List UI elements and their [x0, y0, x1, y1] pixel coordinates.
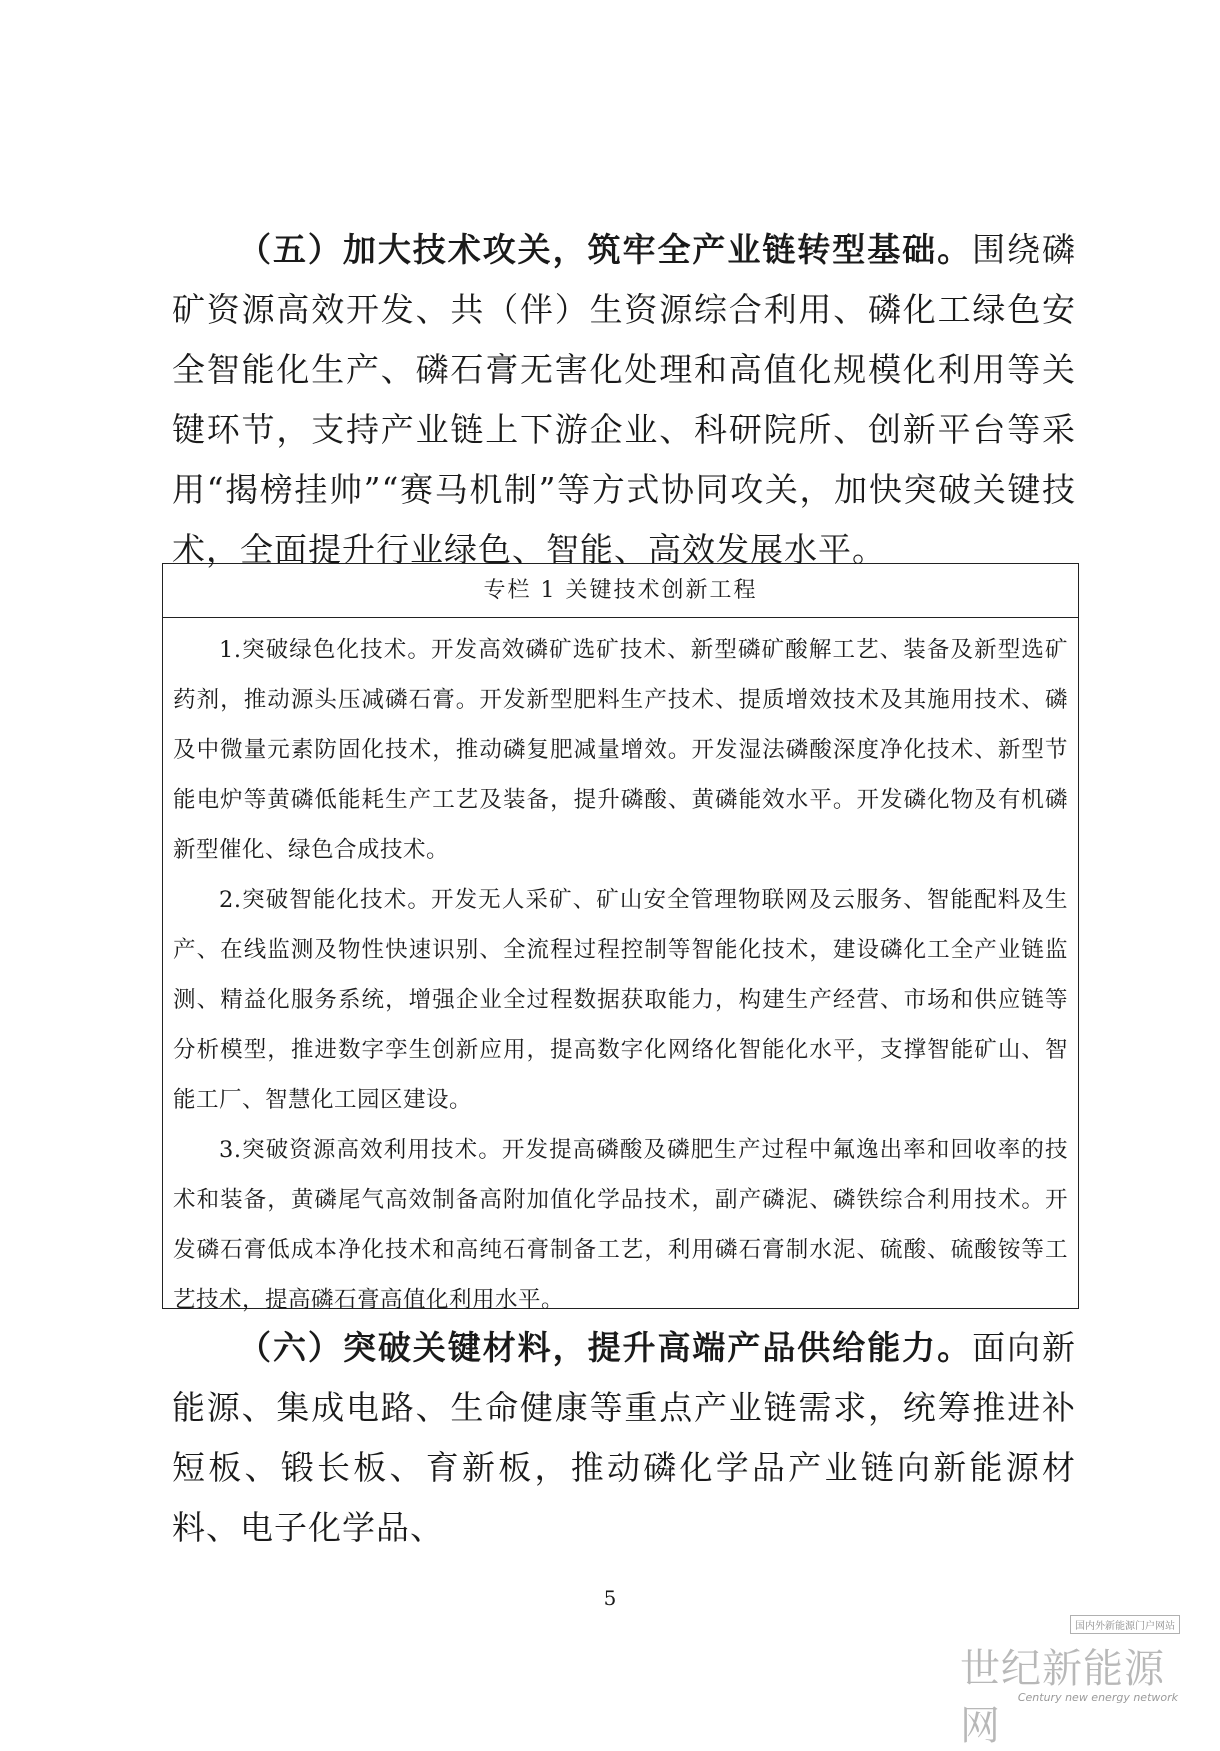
page-number: 5: [603, 1586, 617, 1610]
watermark-logo: [960, 1615, 1190, 1749]
watermark-english: Century new energy network: [1017, 1691, 1178, 1704]
section-5-body: 围绕磷矿资源高效开发、共（伴）生资源综合利用、磷化工绿色安全智能化生产、磷石膏无害化处理和高值化规模化利用等关键环节，支持产业链上下游企业、科研院所、创新平台等采用“揭榜挂帅”“赛马机制”等方式协同攻关，加快突破关键技术，全面提升行业绿色、智能、高效发展水平。: [172, 230, 1077, 569]
box-item-resource-tech: 3.突破资源高效利用技术。开发提高磷酸及磷肥生产过程中氟逸出率和回收率的技术和装备，黄磷尾气高效制备高附加值化学品技术，副产磷泥、磷铁综合利用技术。开发磷石膏低成本净化技术和高纯石膏制备工艺，利用磷石膏制水泥、硫酸、硫酸铵等工艺技术，提高磷石膏高值化利用水平。: [173, 1137, 1068, 1313]
feature-box-title: 专栏 1 关键技术创新工程: [163, 564, 1078, 618]
section-6-body: 面向新能源、集成电路、生命健康等重点产业链需求，统筹推进补短板、锻长板、育新板，推动磷化学品产业链向新能源材料、电子化学品、: [172, 1328, 1077, 1547]
box-item-smart-tech: 2.突破智能化技术。开发无人采矿、矿山安全管理物联网及云服务、智能配料及生产、在线监测及物性快速识别、全流程过程控制等智能化技术，建设磷化工全产业链监测、精益化服务系统，增强企业全过程数据获取能力，构建生产经营、市场和供应链等分析模型，推进数字孪生创新应用，提高数字化网络化智能化水平，支撑智能矿山、智能工厂、智慧化工园区建设。: [173, 887, 1068, 1113]
section-5-paragraph: [172, 220, 1076, 580]
section-5-heading: （五）加大技术攻关，筑牢全产业链转型基础。: [238, 230, 973, 269]
box-item-green-tech: 1.突破绿色化技术。开发高效磷矿选矿技术、新型磷矿酸解工艺、装备及新型选矿药剂，推动源头压减磷石膏。开发新型肥料生产技术、提质增效技术及其施用技术、磷及中微量元素防固化技术，推动磷复肥减量增效。开发湿法磷酸深度净化技术、新型节能电炉等黄磷低能耗生产工艺及装备，提升磷酸、黄磷能效水平。开发磷化物及有机磷新型催化、绿色合成技术。: [173, 637, 1068, 863]
section-6-paragraph: [172, 1318, 1076, 1558]
feature-box-body: [163, 618, 1078, 1325]
watermark-name: 世纪新能源网: [960, 1646, 1165, 1749]
feature-box: [162, 563, 1079, 1313]
watermark-tagline: 国内外新能源门户网站: [1070, 1615, 1180, 1634]
section-6-heading: （六）突破关键材料，提升高端产品供给能力。: [238, 1328, 973, 1367]
